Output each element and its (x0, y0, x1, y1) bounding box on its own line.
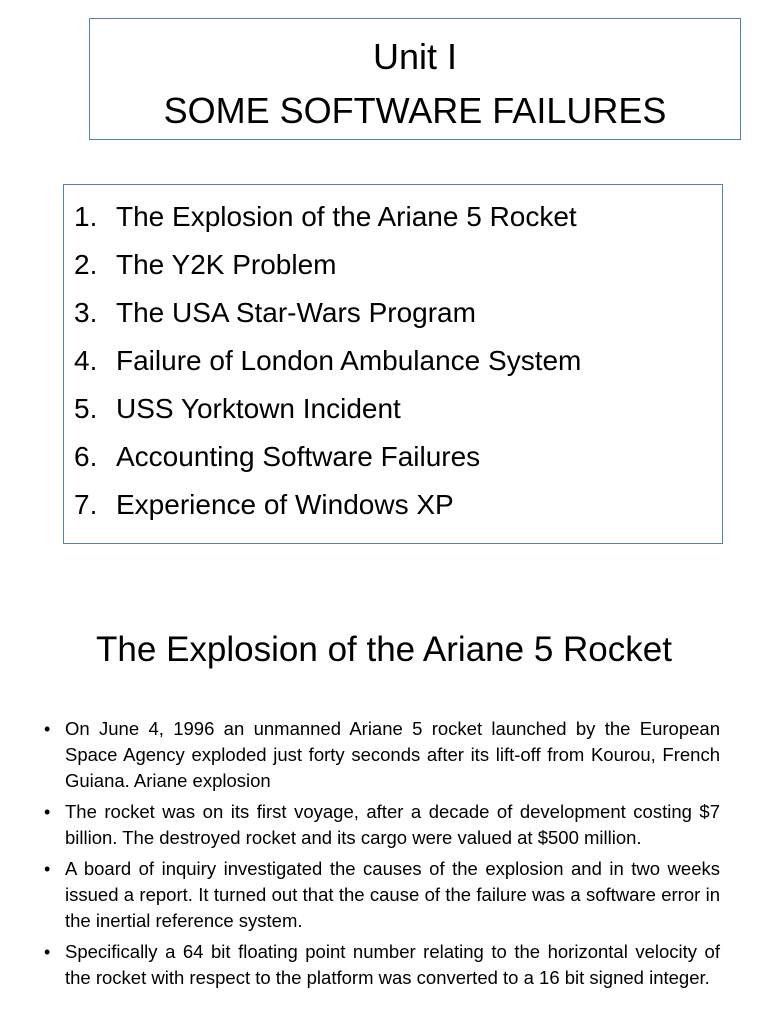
list-item-label: The USA Star-Wars Program (116, 297, 476, 328)
list-item (74, 433, 718, 481)
list-item (74, 337, 718, 385)
bullet-item (44, 716, 720, 794)
list-item-number: 6. (74, 441, 98, 472)
list-item-label: USS Yorktown Incident (116, 393, 401, 424)
bullet-item (44, 799, 720, 851)
list-item (74, 241, 718, 289)
list-item-number: 1. (74, 201, 98, 232)
list-item-number: 7. (74, 489, 98, 520)
bullet-item (44, 856, 720, 934)
list-item-label: The Explosion of the Ariane 5 Rocket (116, 201, 577, 232)
list-item-number: 3. (74, 297, 98, 328)
bullet-item (44, 939, 720, 991)
list-item (74, 481, 718, 529)
bullet-icon: • (44, 942, 51, 962)
unit-title: Unit I (372, 36, 458, 77)
list-item-label: Experience of Windows XP (116, 489, 454, 520)
list-item (74, 193, 718, 241)
bullet-icon: • (44, 859, 51, 879)
bullet-icon: • (44, 719, 51, 739)
list-item-label: The Y2K Problem (116, 249, 337, 280)
bullet-text: The rocket was on its first voyage, after a decade of development costing $7 billion. The destroyed rocket and its cargo were valued at $500 million. (65, 801, 720, 848)
bullet-text: A board of inquiry investigated the causes of the explosion and in two weeks issued a report. It turned out that the cause of the failure was a software error in the inertial reference system. (65, 858, 720, 931)
list-item-number: 2. (74, 249, 98, 280)
list-item-label: Failure of London Ambulance System (116, 345, 582, 376)
list-item-label: Accounting Software Failures (116, 441, 481, 472)
bullet-list (44, 716, 720, 996)
page-title: SOME SOFTWARE FAILURES (163, 90, 667, 131)
bullet-text: Specifically a 64 bit floating point number relating to the horizontal velocity of the rocket with respect to the platform was converted to a 16 bit signed integer. (65, 941, 720, 988)
bullet-text: On June 4, 1996 an unmanned Ariane 5 rocket launched by the European Space Agency exploded just forty seconds after its lift-off from Kourou, French Guiana. Ariane explosion (65, 718, 720, 791)
list-item-number: 5. (74, 393, 98, 424)
bullet-icon: • (44, 802, 51, 822)
failure-list (74, 193, 718, 529)
list-item-number: 4. (74, 345, 98, 376)
section-heading: The Explosion of the Ariane 5 Rocket (96, 630, 672, 669)
title-box (89, 18, 741, 140)
list-item (74, 385, 718, 433)
failure-list-box (63, 184, 723, 544)
list-item (74, 289, 718, 337)
